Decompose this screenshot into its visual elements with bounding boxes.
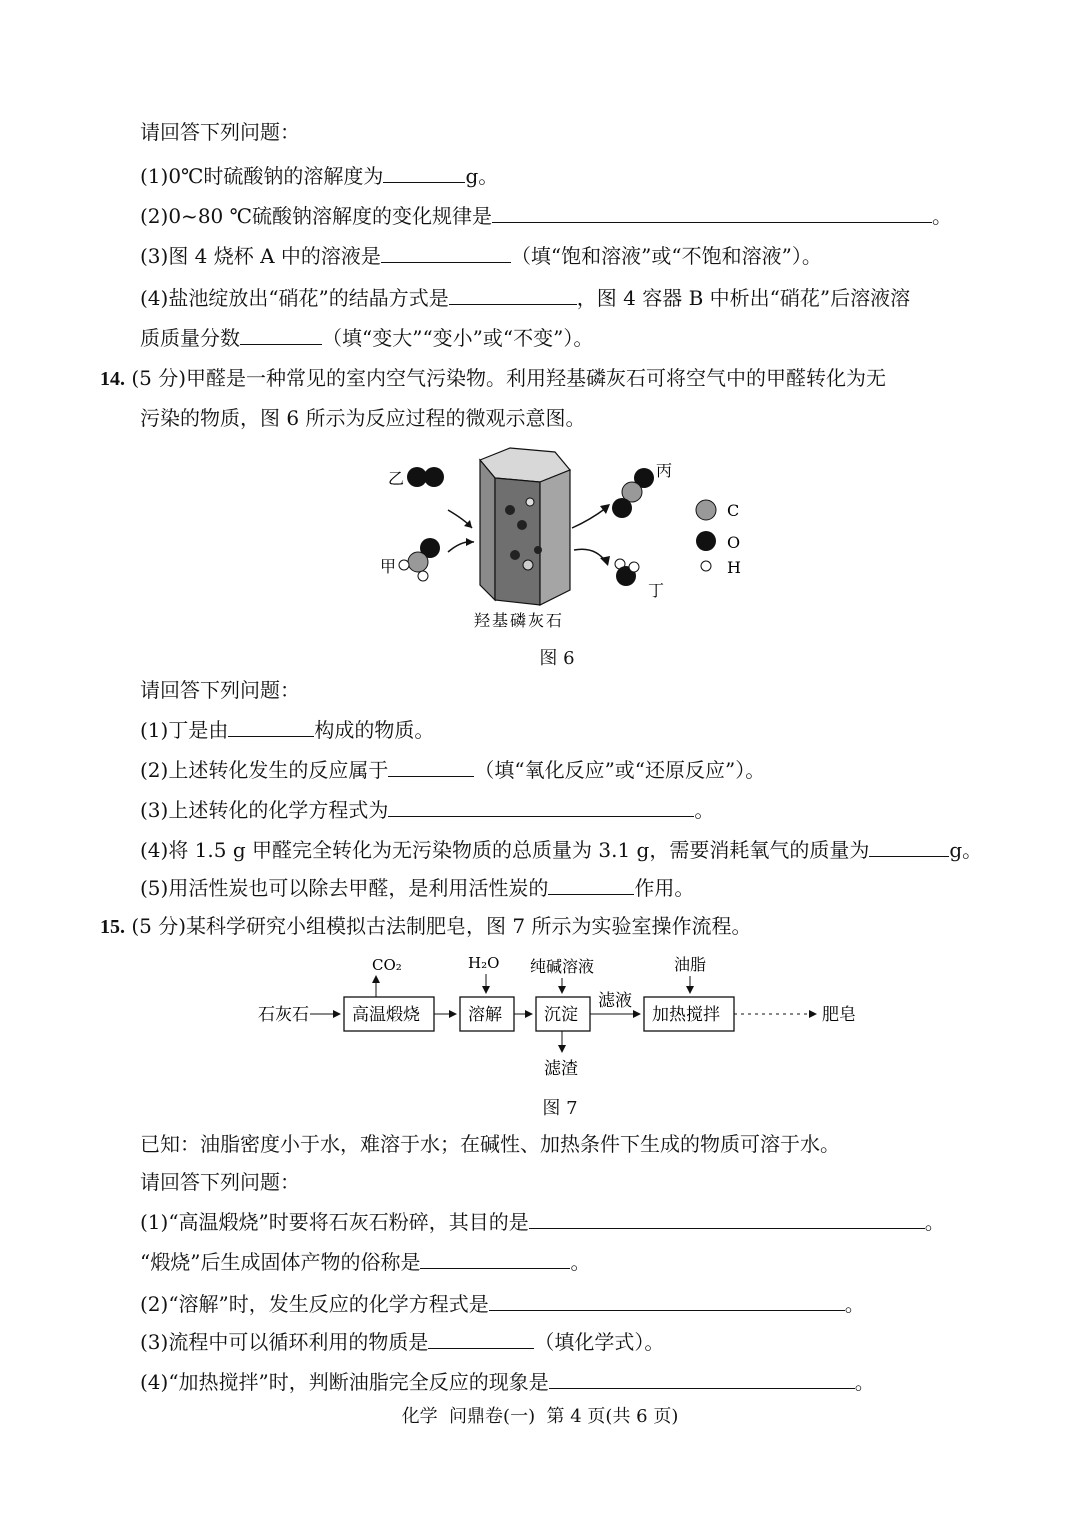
q15-part4: (4)“加热搅拌”时，判断油脂完全反应的现象是 。 — [140, 1370, 875, 1394]
q14-part5: (5)用活性炭也可以除去甲醛，是利用活性炭的 作用。 — [140, 876, 695, 900]
answer-blank[interactable] — [228, 716, 314, 737]
oxygen-atom — [424, 467, 444, 487]
q14-part4: (4)将 1.5 g 甲醛完全转化为无污染物质的总质量为 3.1 g，需要消耗氧气的质量为 g。 — [140, 838, 983, 862]
carbon-legend-icon — [696, 500, 716, 520]
answer-blank[interactable] — [489, 1290, 845, 1311]
figure-6-diagram — [370, 440, 770, 640]
hydrogen-atom — [629, 562, 639, 572]
hydrogen-atom — [418, 571, 428, 581]
q13-part4-cont: 质质量分数 （填“变大”“变小”或“不变”）。 — [140, 326, 594, 350]
svg-text:沉淀: 沉淀 — [544, 1005, 578, 1025]
label-ding: 丁 — [648, 581, 665, 600]
q13-part2: (2)0~80 ℃硫酸钠溶解度的变化规律是 。 — [140, 204, 952, 228]
page-footer: 化学 问鼎卷(一) 第 4 页(共 6 页) — [401, 1406, 679, 1427]
flow-end: 肥皂 — [822, 1005, 856, 1025]
answer-blank[interactable] — [240, 324, 322, 345]
answer-blank[interactable] — [388, 796, 694, 817]
oxygen-atom — [612, 498, 632, 518]
q13-prompt: 请回答下列问题： — [140, 120, 300, 144]
q15-part3: (3)流程中可以循环利用的物质是 （填化学式）。 — [140, 1330, 665, 1354]
svg-text:溶解: 溶解 — [468, 1005, 502, 1025]
hydrogen-atom — [399, 560, 409, 570]
answer-blank[interactable] — [428, 1328, 534, 1349]
q14-prompt: 请回答下列问题： — [140, 678, 300, 702]
answer-blank[interactable] — [529, 1208, 925, 1229]
answer-blank[interactable] — [383, 162, 465, 183]
svg-text:H: H — [727, 558, 741, 577]
flow-co2-label: CO₂ — [372, 956, 402, 974]
flow-residue-label: 滤渣 — [544, 1059, 578, 1079]
question-number: 14. — [100, 368, 125, 390]
label-bing: 丙 — [656, 461, 673, 480]
svg-text:高温煅烧: 高温煅烧 — [352, 1005, 420, 1025]
atom-legend — [696, 500, 741, 577]
svg-text:O: O — [727, 533, 741, 552]
q13-part4: (4)盐池绽放出“硝花”的结晶方式是 ，图 4 容器 B 中析出“硝花”后溶液溶 — [140, 286, 911, 310]
q14-stem: 14. (5 分)甲醛是一种常见的室内空气污染物。利用羟基磷灰石可将空气中的甲醛转化为无 — [100, 366, 887, 390]
label-jia: 甲 — [380, 557, 397, 576]
hydroxyapatite-crystal — [480, 448, 570, 605]
label-yi: 乙 — [388, 469, 405, 488]
q14-part2: (2)上述转化发生的反应属于 （填“氧化反应”或“还原反应”）。 — [140, 758, 766, 782]
q15-part1-cont: “煅烧”后生成固体产物的俗称是 。 — [140, 1250, 591, 1274]
flow-water-label: H₂O — [468, 954, 500, 972]
answer-blank[interactable] — [381, 242, 511, 263]
answer-blank[interactable] — [492, 202, 932, 223]
figure-7-caption: 图 7 — [542, 1098, 578, 1119]
flow-start: 石灰石 — [258, 1005, 309, 1025]
q15-known: 已知：油脂密度小于水，难溶于水；在碱性、加热条件下生成的物质可溶于水。 — [140, 1132, 840, 1156]
q13-part3: (3)图 4 烧杯 A 中的溶液是 （填“饱和溶液”或“不饱和溶液”）。 — [140, 244, 822, 268]
answer-blank[interactable] — [549, 1368, 855, 1389]
figure-6-caption: 图 6 — [539, 648, 575, 669]
flow-soda-label: 纯碱溶液 — [530, 957, 595, 976]
q14-part3: (3)上述转化的化学方程式为 。 — [140, 798, 715, 822]
answer-blank[interactable] — [869, 836, 949, 857]
flow-filtrate-label: 滤液 — [598, 991, 632, 1011]
answer-blank[interactable] — [548, 874, 634, 895]
carbon-atom — [408, 552, 428, 572]
hydrogen-legend-icon — [701, 561, 711, 571]
flow-oil-label: 油脂 — [674, 955, 707, 974]
crystal-label: 羟基磷灰石 — [474, 611, 565, 630]
q15-prompt: 请回答下列问题： — [140, 1170, 300, 1194]
q15-stem: 15. (5 分)某科学研究小组模拟古法制肥皂，图 7 所示为实验室操作流程。 — [100, 914, 752, 938]
question-number: 15. — [100, 916, 125, 938]
q13-part1: (1)0℃时硫酸钠的溶解度为 g。 — [140, 164, 499, 188]
svg-text:C: C — [727, 501, 740, 520]
q14-stem-cont: 污染的物质，图 6 所示为反应过程的微观示意图。 — [140, 406, 586, 430]
answer-blank[interactable] — [449, 284, 577, 305]
answer-blank[interactable] — [420, 1248, 570, 1269]
q15-part1: (1)“高温煅烧”时要将石灰石粉碎，其目的是 。 — [140, 1210, 945, 1234]
q15-part2: (2)“溶解”时，发生反应的化学方程式是 。 — [140, 1292, 865, 1316]
svg-text:加热搅拌: 加热搅拌 — [652, 1005, 720, 1025]
answer-blank[interactable] — [388, 756, 474, 777]
figure-7-flowchart — [250, 950, 880, 1082]
oxygen-legend-icon — [696, 531, 716, 551]
q14-part1: (1)丁是由 构成的物质。 — [140, 718, 435, 742]
